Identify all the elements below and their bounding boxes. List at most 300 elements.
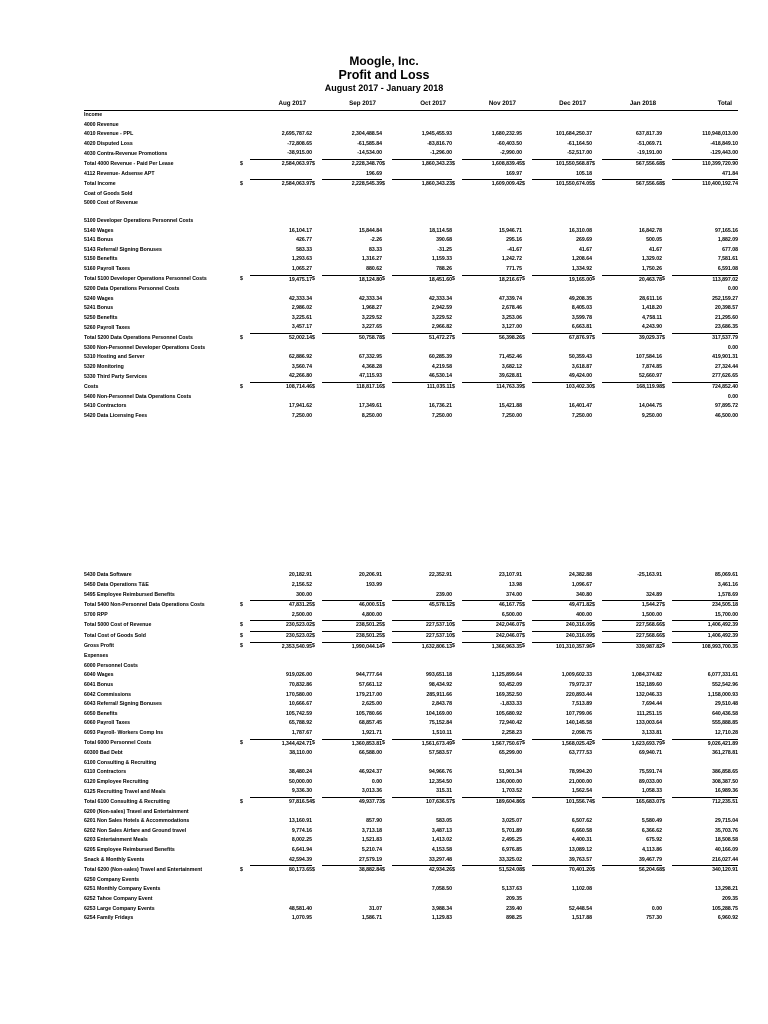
amount-cell: 38,882.84 — [322, 866, 382, 876]
amount-cell — [392, 111, 452, 121]
account-label: 5150 Benefits — [84, 256, 118, 263]
currency-sign: $ — [452, 632, 455, 639]
amount-cell: 944,777.64 — [356, 672, 383, 679]
amount-cell: 65,299.00 — [498, 750, 523, 757]
amount-cell: 20,463.78 — [602, 275, 662, 285]
currency-sign — [662, 217, 672, 227]
amount-cell — [322, 662, 382, 672]
amount-cell: 1,208.64 — [571, 256, 593, 263]
amount-cell: 4,243.90 — [641, 324, 663, 331]
currency-sign — [522, 402, 532, 412]
currency-sign: $ — [592, 798, 595, 805]
currency-sign — [312, 885, 322, 895]
amount-cell: 2,986.02 — [291, 305, 313, 312]
currency-sign — [382, 402, 392, 412]
currency-sign — [382, 111, 392, 121]
currency-sign — [240, 729, 250, 739]
amount-cell: 3,133.81 — [641, 729, 663, 736]
amount-cell: 49,937.73 — [322, 798, 382, 808]
amount-cell: 880.62 — [366, 265, 383, 272]
account-row — [84, 402, 738, 412]
currency-sign — [382, 571, 392, 581]
currency-sign — [240, 353, 250, 363]
currency-sign: $ — [240, 643, 243, 650]
currency-sign — [312, 412, 322, 422]
amount-cell: 101,684,250.37 — [555, 131, 593, 138]
currency-sign — [312, 149, 322, 159]
amount-cell: 2,258.23 — [501, 729, 523, 736]
amount-cell: 552,542.96 — [712, 681, 739, 688]
currency-sign — [522, 749, 532, 759]
currency-sign — [522, 372, 532, 382]
currency-sign — [522, 710, 532, 720]
currency-sign — [312, 778, 322, 788]
amount-cell: 3,487.13 — [431, 827, 453, 834]
amount-cell — [602, 895, 662, 905]
account-row — [84, 817, 738, 827]
amount-cell — [322, 190, 382, 200]
amount-cell: 103,402.30 — [532, 383, 592, 393]
currency-sign: $ — [452, 622, 455, 629]
currency-sign: $ — [592, 601, 595, 608]
amount-cell — [462, 808, 522, 818]
amount-cell: 3,618.87 — [571, 363, 593, 370]
amount-cell: 1,787.67 — [291, 729, 313, 736]
amount-cell: 227,568.66 — [602, 621, 662, 632]
amount-cell: 555,888.85 — [712, 720, 739, 727]
amount-cell: -72,808.65 — [287, 140, 313, 147]
amount-cell — [672, 199, 738, 209]
currency-sign — [382, 285, 392, 295]
account-row — [84, 710, 738, 720]
amount-cell: 234,505.18 — [672, 601, 738, 611]
currency-sign — [240, 914, 250, 924]
currency-sign — [662, 581, 672, 591]
account-row — [84, 652, 738, 662]
currency-sign — [452, 246, 462, 256]
currency-sign — [382, 353, 392, 363]
amount-cell: 16,736.21 — [428, 403, 453, 410]
amount-cell: 17,941.62 — [288, 403, 313, 410]
currency-sign: $ — [662, 643, 665, 650]
currency-sign — [662, 236, 672, 246]
amount-cell — [322, 199, 382, 209]
currency-sign — [592, 130, 602, 140]
currency-sign: $ — [312, 383, 315, 390]
account-label: 6253 Large Company Events — [84, 905, 155, 912]
amount-cell: 83.33 — [369, 246, 383, 253]
currency-sign — [312, 836, 322, 846]
amount-cell: 42,594.39 — [288, 856, 313, 863]
currency-sign — [452, 121, 462, 131]
currency-sign: $ — [382, 334, 385, 341]
currency-sign — [662, 285, 672, 295]
currency-sign: $ — [382, 798, 385, 805]
account-row — [84, 199, 738, 209]
account-label: 6100 Consulting & Recruiting — [84, 759, 157, 766]
amount-cell: 1,500.00 — [641, 611, 663, 618]
currency-sign — [452, 314, 462, 324]
currency-sign: $ — [662, 180, 665, 187]
currency-sign — [662, 571, 672, 581]
amount-cell: 724,852.40 — [672, 383, 738, 393]
currency-sign: $ — [240, 632, 243, 639]
amount-cell: 38,110.00 — [289, 750, 313, 757]
amount-cell: 1,510.11 — [432, 729, 453, 736]
amount-cell: 7,250.00 — [431, 412, 453, 419]
amount-cell — [532, 759, 592, 769]
currency-sign: $ — [662, 632, 665, 639]
currency-sign: $ — [312, 601, 315, 608]
account-label: 6252 Tahoe Company Event — [84, 896, 153, 902]
currency-sign — [592, 227, 602, 237]
currency-sign — [312, 808, 322, 818]
account-label: Coat of Goods Sold — [84, 190, 133, 197]
currency-sign — [592, 729, 602, 739]
currency-sign: $ — [312, 740, 315, 747]
currency-sign: $ — [240, 276, 243, 283]
amount-cell — [462, 393, 522, 403]
currency-sign — [240, 314, 250, 324]
amount-cell: 2,966.82 — [431, 324, 453, 331]
amount-cell — [322, 344, 382, 354]
currency-sign — [382, 217, 392, 227]
amount-cell — [250, 285, 312, 295]
amount-cell: 9,336.30 — [291, 788, 313, 795]
currency-sign — [312, 121, 322, 131]
account-row — [84, 217, 738, 227]
amount-cell: 33,325.02 — [498, 856, 523, 863]
amount-cell — [322, 121, 382, 131]
account-label: Costs — [84, 383, 99, 390]
amount-cell: 1,065.27 — [291, 265, 313, 272]
currency-sign — [312, 787, 322, 797]
amount-cell: 2,156.52 — [291, 582, 313, 588]
currency-sign — [312, 236, 322, 246]
currency-sign — [240, 255, 250, 265]
amount-cell: 6,366.62 — [641, 827, 663, 834]
currency-sign — [312, 591, 322, 601]
currency-sign — [662, 808, 672, 818]
amount-cell: 419,901.31 — [712, 354, 739, 361]
amount-cell: 2,625.00 — [361, 701, 383, 708]
currency-sign — [382, 121, 392, 131]
amount-cell: 23,107.91 — [498, 572, 523, 579]
amount-cell: 16,989.36 — [714, 788, 739, 795]
currency-sign: $ — [592, 632, 595, 639]
currency-sign — [382, 372, 392, 382]
currency-sign — [452, 885, 462, 895]
amount-cell: 179,217.00 — [356, 691, 383, 698]
currency-sign — [240, 719, 250, 729]
currency-sign: $ — [240, 798, 243, 805]
amount-cell: 5,137.63 — [501, 886, 523, 893]
currency-sign: $ — [662, 383, 665, 390]
amount-cell: 67,332.95 — [358, 354, 383, 361]
amount-cell: -51,069.71 — [637, 140, 663, 147]
amount-cell: 80,173.65 — [250, 866, 312, 876]
currency-sign — [592, 652, 602, 662]
amount-cell: 45,578.12 — [392, 601, 452, 611]
currency-sign: $ — [382, 601, 385, 608]
currency-sign — [452, 412, 462, 422]
amount-cell — [322, 895, 382, 905]
amount-cell: 6,663.81 — [571, 324, 593, 331]
amount-cell: 111,035.11 — [392, 383, 452, 393]
amount-cell: 677.08 — [722, 246, 739, 253]
currency-sign — [522, 236, 532, 246]
currency-sign: $ — [522, 383, 525, 390]
currency-sign — [382, 671, 392, 681]
account-row — [84, 759, 738, 769]
amount-cell: 20,398.57 — [714, 305, 739, 312]
amount-cell: 17,349.61 — [358, 403, 383, 410]
amount-cell — [392, 285, 452, 295]
amount-cell — [672, 217, 738, 227]
amount-cell: 18,124.80 — [322, 275, 382, 285]
currency-sign — [312, 393, 322, 403]
amount-cell: 105,680.92 — [496, 710, 523, 717]
amount-cell: 110,948,013.00 — [702, 131, 739, 138]
currency-sign: $ — [522, 866, 525, 873]
currency-sign: $ — [662, 866, 665, 873]
amount-cell: 93,452.09 — [498, 681, 523, 688]
amount-cell — [462, 652, 522, 662]
amount-cell — [462, 344, 522, 354]
amount-cell: 2,942.59 — [431, 305, 453, 312]
amount-cell: 1,009,602.33 — [561, 672, 593, 679]
currency-sign: $ — [240, 740, 243, 747]
amount-cell: 39,628.81 — [498, 373, 523, 380]
amount-cell: 50,359.43 — [568, 354, 593, 361]
amount-cell: 104,169.00 — [426, 710, 453, 717]
currency-sign — [452, 662, 462, 672]
amount-cell: 4,113.86 — [642, 847, 663, 854]
currency-sign — [592, 662, 602, 672]
currency-sign — [382, 905, 392, 915]
amount-cell: 1,860,343.23 — [392, 159, 452, 169]
currency-sign — [312, 217, 322, 227]
amount-cell: 39,763.57 — [568, 856, 593, 863]
currency-sign — [382, 314, 392, 324]
amount-cell — [672, 121, 738, 131]
currency-sign — [240, 227, 250, 237]
currency-sign: $ — [312, 632, 315, 639]
currency-sign — [662, 662, 672, 672]
currency-sign — [382, 170, 392, 180]
amount-cell: 500.05 — [646, 237, 663, 244]
currency-sign — [452, 265, 462, 275]
amount-cell: 400.00 — [576, 611, 593, 618]
currency-sign — [240, 876, 250, 886]
currency-sign — [452, 149, 462, 159]
currency-sign — [312, 140, 322, 150]
label-header — [84, 98, 240, 111]
amount-cell: 46,500.00 — [714, 412, 739, 419]
currency-sign — [592, 236, 602, 246]
account-row — [84, 255, 738, 265]
account-row — [84, 246, 738, 256]
amount-cell: 57,583.57 — [428, 750, 453, 757]
currency-sign — [382, 817, 392, 827]
currency-sign — [240, 199, 250, 209]
spacer-row — [84, 209, 738, 217]
amount-cell: 8,002.25 — [291, 837, 313, 844]
amount-cell: 238,501.25 — [322, 631, 382, 642]
amount-cell — [322, 217, 382, 227]
amount-cell: 165,683.07 — [602, 798, 662, 808]
amount-cell — [602, 121, 662, 131]
amount-cell: 3,461.16 — [717, 582, 739, 588]
amount-cell: 3,229.52 — [431, 314, 453, 321]
amount-cell: 771.75 — [506, 265, 523, 272]
currency-sign — [592, 759, 602, 769]
amount-cell: 1,968.27 — [361, 305, 383, 312]
amount-cell: -19,191.00 — [637, 150, 663, 157]
currency-sign: $ — [522, 632, 525, 639]
currency-sign — [662, 190, 672, 200]
account-label: Total 5100 Developer Operations Personnel Costs — [84, 276, 207, 283]
currency-sign: $ — [592, 160, 595, 167]
amount-cell: 12,354.50 — [428, 778, 453, 785]
currency-sign — [452, 808, 462, 818]
currency-sign: $ — [452, 740, 455, 747]
account-label: 5450 Data Operations T&E — [84, 582, 149, 588]
currency-sign — [592, 611, 602, 621]
currency-sign — [240, 265, 250, 275]
currency-sign — [312, 846, 322, 856]
amount-cell — [250, 652, 312, 662]
currency-sign — [382, 255, 392, 265]
account-label: 5141 Bonus — [84, 237, 114, 244]
amount-cell: -38,915.00 — [287, 150, 313, 157]
currency-sign: $ — [312, 334, 315, 341]
amount-cell: 471.84 — [722, 170, 739, 177]
account-label: 60300 Bad Debt — [84, 750, 123, 757]
account-label: 6203 Entertainment Meals — [84, 837, 148, 844]
amount-cell — [532, 344, 592, 354]
amount-cell — [392, 611, 452, 621]
amount-cell: 57,661.12 — [358, 681, 383, 688]
currency-sign — [312, 323, 322, 333]
amount-cell — [250, 217, 312, 227]
amount-cell: 42,934.26 — [392, 866, 452, 876]
amount-cell: 220,893.44 — [566, 691, 593, 698]
amount-cell: 72,940.42 — [498, 720, 523, 727]
currency-sign — [592, 808, 602, 818]
currency-sign — [522, 295, 532, 305]
amount-cell — [602, 199, 662, 209]
currency-sign: $ — [522, 334, 525, 341]
amount-cell: 47,115.93 — [359, 373, 383, 380]
amount-cell: 919,026.00 — [286, 672, 313, 679]
currency-sign — [382, 304, 392, 314]
amount-cell: 1,860,343.23 — [392, 180, 452, 190]
amount-cell: 1,159.33 — [431, 256, 453, 263]
amount-cell — [250, 121, 312, 131]
currency-sign — [662, 323, 672, 333]
currency-sign — [522, 170, 532, 180]
amount-cell: 6,077,331.61 — [707, 672, 739, 679]
amount-cell: 7,874.85 — [641, 363, 663, 370]
amount-cell: 105,742.59 — [286, 710, 313, 717]
amount-cell — [250, 759, 312, 769]
amount-cell: 114,763.39 — [462, 383, 522, 393]
amount-cell: 52,002.14 — [250, 334, 312, 344]
currency-sign — [452, 255, 462, 265]
currency-sign — [592, 393, 602, 403]
amount-cell — [322, 759, 382, 769]
amount-cell: 28,611.16 — [639, 295, 663, 302]
account-label: 6050 Benefits — [84, 710, 118, 717]
account-row — [84, 140, 738, 150]
total-row — [84, 621, 738, 632]
currency-sign — [592, 372, 602, 382]
amount-cell — [602, 190, 662, 200]
amount-cell: 340.80 — [576, 591, 593, 598]
amount-cell — [602, 876, 662, 886]
currency-sign — [452, 170, 462, 180]
currency-sign — [240, 571, 250, 581]
currency-sign — [240, 836, 250, 846]
currency-sign — [240, 905, 250, 915]
account-row — [84, 787, 738, 797]
currency-sign — [240, 671, 250, 681]
amount-cell: 52,660.97 — [638, 373, 663, 380]
currency-sign — [240, 111, 250, 121]
currency-sign — [592, 681, 602, 691]
currency-sign — [522, 719, 532, 729]
amount-cell: 1,070.95 — [291, 915, 313, 922]
total-row — [84, 601, 738, 611]
amount-cell: 1,293.63 — [291, 256, 313, 263]
currency-sign: $ — [452, 180, 455, 187]
amount-cell: 89,033.00 — [638, 778, 663, 785]
amount-cell: 242,046.07 — [462, 621, 522, 632]
amount-cell: 41.67 — [649, 246, 663, 253]
profit-loss-body — [84, 111, 738, 924]
currency-sign — [240, 749, 250, 759]
currency-sign: $ — [662, 334, 665, 341]
amount-cell — [462, 759, 522, 769]
account-label: 6060 Payroll Taxes — [84, 720, 131, 727]
currency-sign — [592, 817, 602, 827]
currency-sign — [662, 304, 672, 314]
currency-sign — [382, 729, 392, 739]
currency-sign — [382, 149, 392, 159]
total-row — [84, 798, 738, 808]
amount-cell: 42,333.34 — [288, 295, 313, 302]
currency-sign — [592, 190, 602, 200]
amount-cell: 108,714.46 — [250, 383, 312, 393]
account-row — [84, 571, 738, 581]
amount-cell — [672, 652, 738, 662]
currency-sign — [312, 295, 322, 305]
currency-sign — [382, 412, 392, 422]
amount-cell: 66,588.00 — [358, 750, 383, 757]
currency-sign: $ — [312, 798, 315, 805]
amount-cell — [322, 393, 382, 403]
account-row — [84, 227, 738, 237]
amount-cell: 65,788.92 — [288, 720, 313, 727]
account-row — [84, 778, 738, 788]
amount-cell: 7,513.89 — [571, 701, 593, 708]
currency-sign — [452, 611, 462, 621]
account-label: 5260 Payroll Taxes — [84, 324, 131, 331]
account-label: 4010 Revenue - PPL — [84, 131, 134, 138]
amount-cell: 29,510.48 — [714, 701, 739, 708]
account-label: 6040 Wages — [84, 672, 114, 679]
